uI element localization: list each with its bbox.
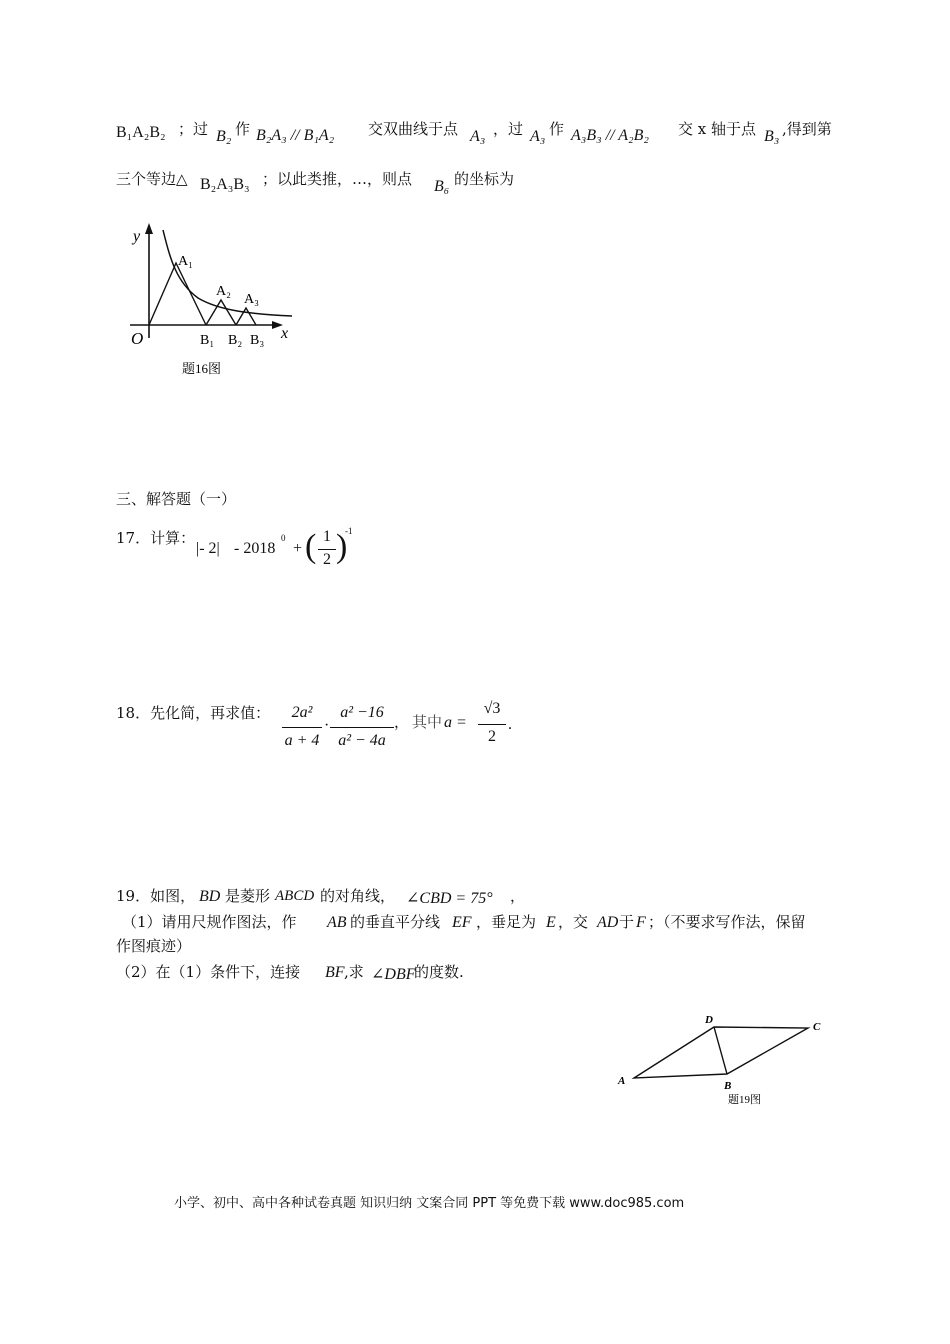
footer-text: 小学、初中、高中各种试卷真题 知识归纳 文案合同 PPT 等免费下载 www.doc985.com (174, 1196, 685, 1211)
q16-triangle-b2a3b3: B₂A₃B₃ (200, 176, 250, 193)
label-c: C (813, 1021, 821, 1033)
label-b: B (724, 1080, 732, 1092)
label-a: A (618, 1075, 626, 1087)
label-d: D (705, 1014, 713, 1026)
left-paren: ( (305, 528, 317, 565)
fraction-bar (282, 727, 322, 728)
figure-caption: 题16图 (182, 361, 222, 376)
q16-triangle-b1a2b2: B₁A₂B₂ (116, 124, 166, 141)
fraction-bar (318, 549, 336, 550)
figure-caption: 题19图 (728, 1094, 761, 1106)
label-a2: A₂ (216, 284, 231, 299)
label-b3: B₃ (250, 333, 265, 348)
q17-label: 17．计算： (116, 529, 196, 547)
label-b2: B₂ (228, 333, 243, 348)
fraction-bar (330, 727, 394, 728)
q16-figure (120, 220, 320, 390)
q19-label: 19．如图， (116, 887, 196, 905)
label-o: O (131, 329, 144, 348)
hyperbola-curve (163, 230, 292, 316)
label-x: x (281, 325, 289, 342)
diagonal-bd (714, 1027, 727, 1074)
label-a1: A₁ (178, 254, 193, 269)
q18-label: 18．先化简，再求值： (116, 704, 271, 722)
label-b1: B₁ (200, 333, 215, 348)
q19-figure (610, 1008, 850, 1118)
label-a3: A₃ (244, 292, 259, 307)
label-y: y (133, 228, 141, 245)
fraction-bar (478, 724, 506, 725)
right-paren: ) (336, 528, 348, 565)
section-heading: 三、解答题（一） (116, 490, 237, 508)
y-axis-arrow-icon (145, 223, 153, 234)
